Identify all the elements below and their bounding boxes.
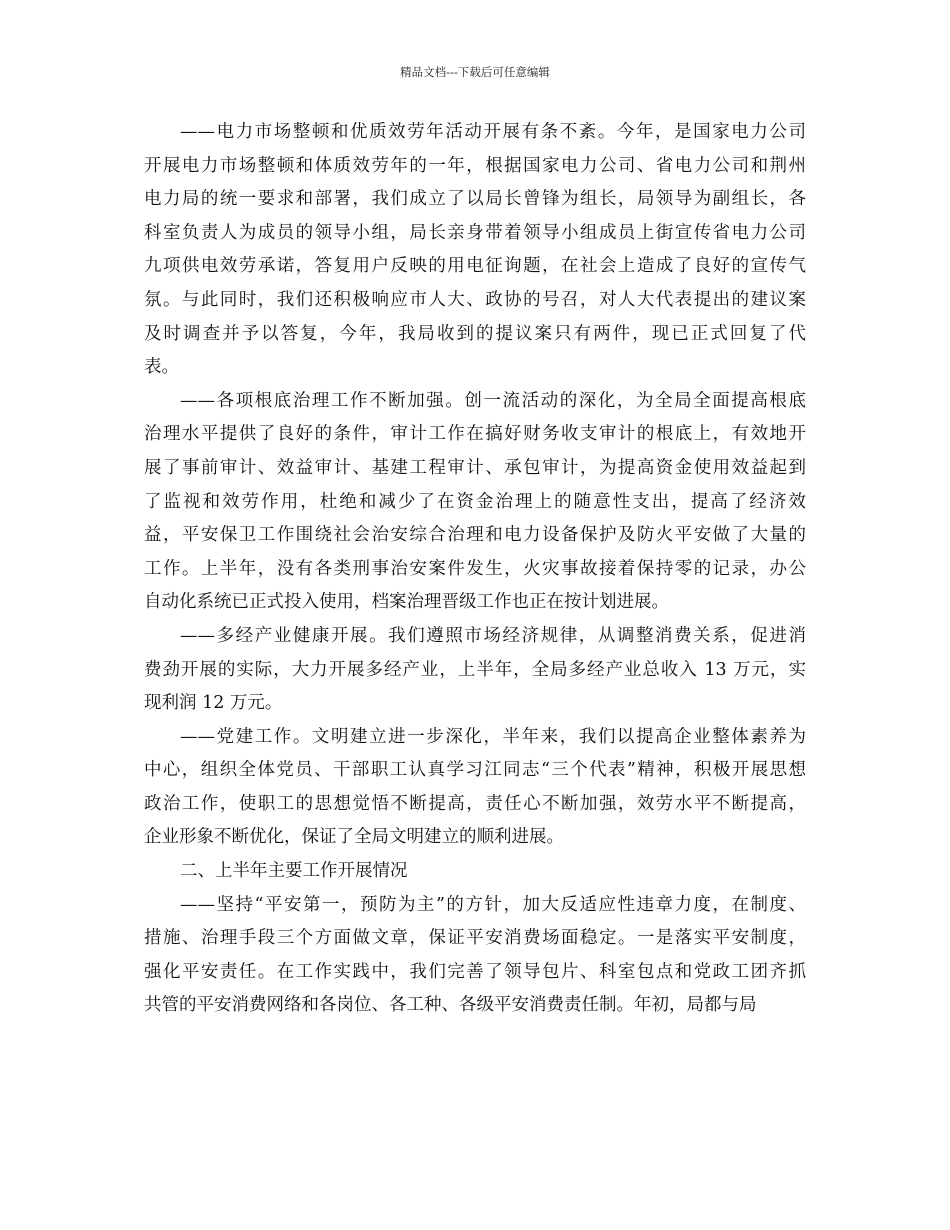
paragraph-line: 展了事前审计、效益审计、基建工程审计、承包审计，为提高资金使用效益起到: [144, 457, 806, 478]
paragraph-line: 企业形象不断优化，保证了全局文明建立的顺利进展。: [144, 827, 564, 848]
paragraph-line: 九项供电效劳承诺，答复用户反映的用电征询题，在社会上造成了良好的宣传气: [144, 256, 806, 277]
paragraph: [144, 889, 806, 1023]
paragraph: [144, 116, 806, 385]
paragraph-line: 强化平安责任。在工作实践中，我们完善了领导包片、科室包点和党政工团齐抓: [144, 961, 806, 982]
paragraph-line: ——各项根底治理工作不断加强。创一流活动的深化，为全局全面提高根底: [180, 390, 806, 411]
paragraph-line: 费劲开展的实际，大力开展多经产业，上半年，全局多经产业总收入 13 万元，实: [144, 659, 806, 680]
paragraph-line: ——坚持“平安第一，预防为主”的方针，加大反适应性违章力度，在制度、: [180, 894, 806, 915]
paragraph-line: 氛。与此同时，我们还积极响应市人大、政协的号召，对人大代表提出的建议案: [144, 289, 806, 310]
paragraph: [144, 620, 806, 721]
paragraph-line: ——党建工作。文明建立进一步深化，半年来，我们以提高企业整体素养为: [180, 726, 806, 747]
paragraph-line: 政治工作，使职工的思想觉悟不断提高，责任心不断加强，效劳水平不断提高，: [144, 793, 806, 814]
paragraph-line: ——多经产业健康开展。我们遵照市场经济规律，从调整消费关系，促进消: [180, 625, 806, 646]
paragraph-line: 自动化系统已正式投入使用，档案治理晋级工作也正在按计划进展。: [144, 592, 669, 613]
paragraph-line: 措施、治理手段三个方面做文章，保证平安消费场面稳定。一是落实平安制度，: [144, 928, 806, 949]
paragraph-line: 了监视和效劳作用，杜绝和减少了在资金治理上的随意性支出，提高了经济效: [144, 491, 806, 512]
paragraph: [144, 721, 806, 855]
paragraph-line: ——电力市场整顿和优质效劳年活动开展有条不紊。今年，是国家电力公司: [180, 122, 806, 142]
document-body: [144, 116, 806, 1023]
paragraph-line: 二、上半年主要工作开展情况: [180, 861, 408, 882]
page-header: 精品文档---下载后可任意编辑: [400, 65, 550, 79]
paragraph-line: 开展电力市场整顿和体质效劳年的一年，根据国家电力公司、省电力公司和荆州: [144, 155, 806, 176]
paragraph-line: 益，平安保卫工作围绕社会治安综合治理和电力设备保护及防火平安做了大量的: [144, 525, 806, 546]
paragraph-line: 现利润 12 万元。: [144, 693, 283, 714]
paragraph: [144, 385, 806, 620]
paragraph-line: 表。: [144, 357, 179, 378]
paragraph-line: 治理水平提供了良好的条件，审计工作在搞好财务收支审计的根底上，有效地开: [144, 424, 806, 445]
paragraph: [144, 855, 806, 889]
paragraph-line: 电力局的统一要求和部署，我们成立了以局长曾锋为组长，局领导为副组长，各: [144, 189, 806, 210]
paragraph-line: 中心，组织全体党员、干部职工认真学习江同志“三个代表”精神，积极开展思想: [144, 760, 806, 781]
paragraph-line: 科室负责人为成员的领导小组，局长亲身带着领导小组成员上街宣传省电力公司: [144, 222, 806, 243]
paragraph-line: 工作。上半年，没有各类刑事治安案件发生，火灾事故接着保持零的记录，办公: [144, 558, 806, 579]
paragraph-line: 及时调查并予以答复，今年，我局收到的提议案只有两件，现已正式回复了代: [144, 323, 806, 344]
paragraph-line: 共管的平安消费网络和各岗位、各工种、各级平安消费责任制。年初，局都与局: [144, 995, 757, 1016]
